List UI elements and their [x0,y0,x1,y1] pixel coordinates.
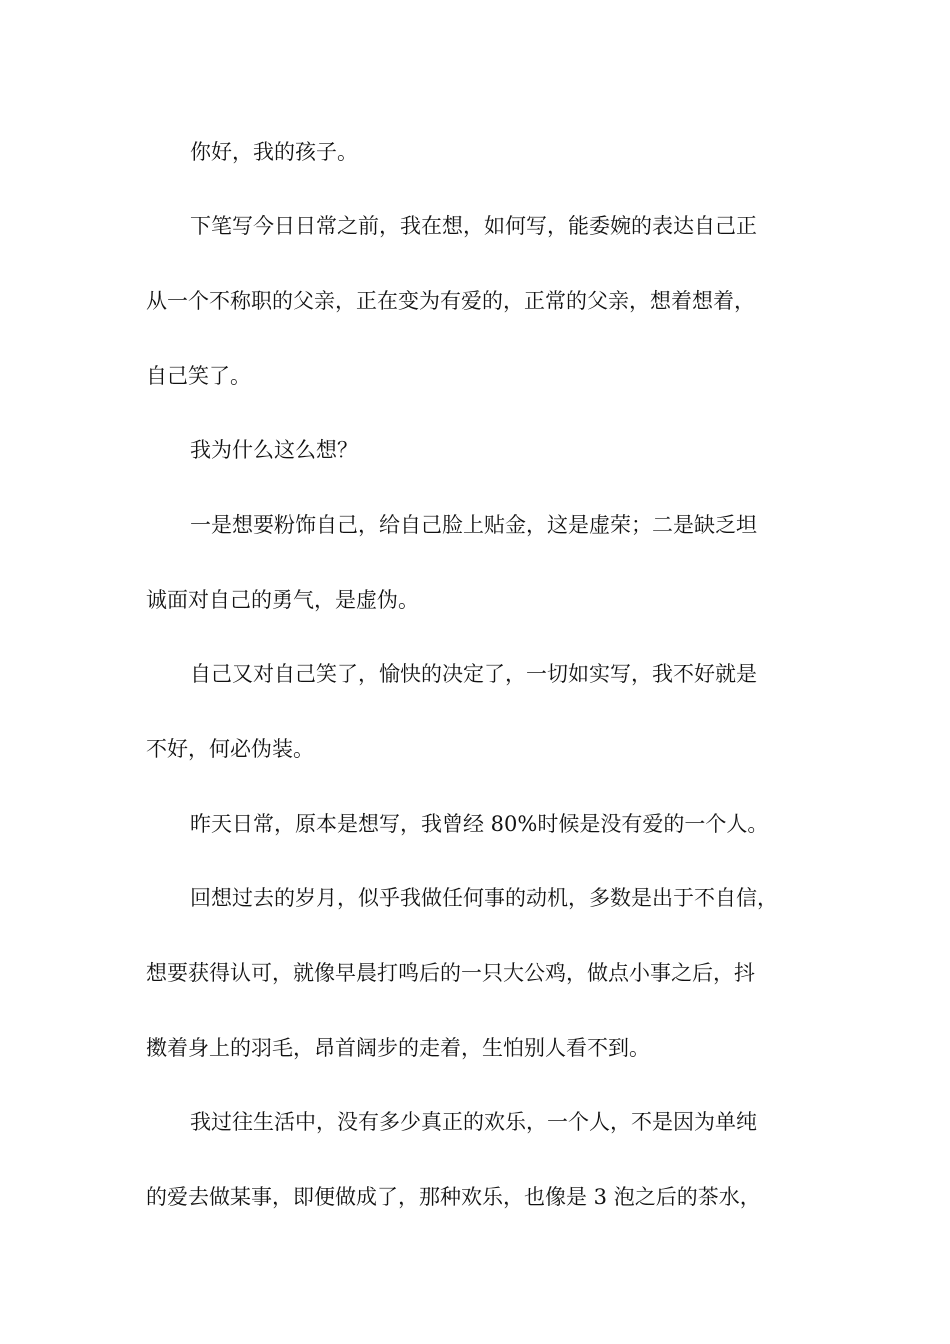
text-line: 擞着身上的羽毛，昂首阔步的走着，生怕别人看不到。 [146,1036,650,1060]
text-line: 自己笑了。 [146,364,251,388]
text-line: 我为什么这么想？ [190,438,358,462]
text-line: 你好，我的孩子。 [190,140,358,164]
text-line: 从一个不称职的父亲，正在变为有爱的，正常的父亲，想着想着， [146,289,755,313]
text-line: 的爱去做某事，即便做成了，那种欢乐，也像是 3 泡之后的茶水， [146,1185,761,1209]
text-line: 想要获得认可，就像早晨打鸣后的一只大公鸡，做点小事之后，抖 [146,961,755,985]
text-line: 我过往生活中，没有多少真正的欢乐，一个人，不是因为单纯 [190,1110,757,1134]
text-line: 回想过去的岁月，似乎我做任何事的动机，多数是出于不自信， [190,886,778,910]
text-line: 下笔写今日日常之前，我在想，如何写，能委婉的表达自己正 [190,214,757,238]
text-line: 不好，何必伪装。 [146,737,314,761]
text-line: 自己又对自己笑了，愉快的决定了，一切如实写，我不好就是 [190,662,757,686]
text-line: 一是想要粉饰自己，给自己脸上贴金，这是虚荣；二是缺乏坦 [190,513,757,537]
text-line: 昨天日常，原本是想写，我曾经 80%时候是没有爱的一个人。 [190,812,769,836]
text-line: 诚面对自己的勇气，是虚伪。 [146,588,419,612]
